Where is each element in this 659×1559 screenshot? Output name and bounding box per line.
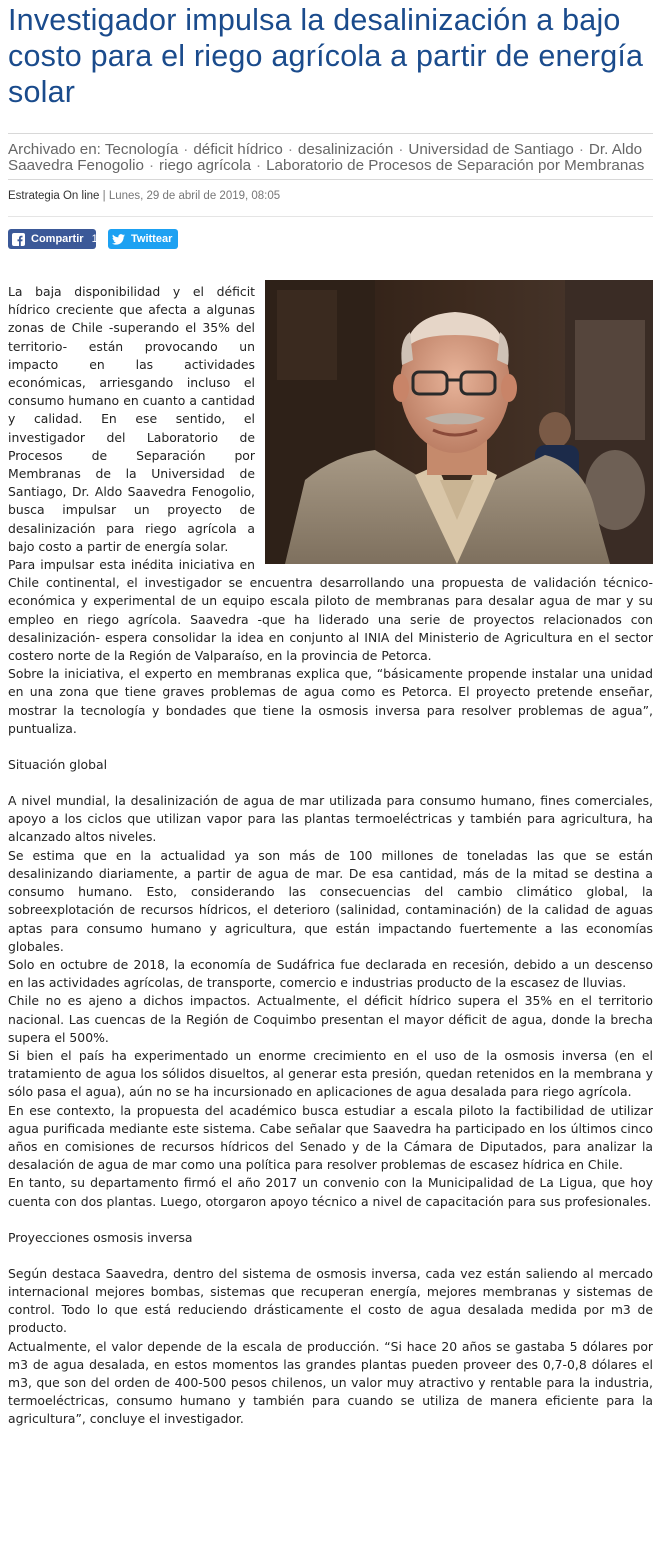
tag-link[interactable]: déficit hídrico bbox=[193, 141, 283, 158]
facebook-share-button[interactable] bbox=[8, 229, 96, 249]
article-paragraph: Solo en octubre de 2018, la economía de Sudáfrica fue declarada en recesión, debido a un descenso en las actividades agrícolas, de transporte, comercio e industrias producto de la escasez de lluvias. bbox=[8, 956, 653, 991]
twitter-bird-icon bbox=[112, 232, 125, 246]
tag-link[interactable]: desalinización bbox=[297, 141, 394, 158]
archive-tags: Archivado en: Tecnología · déficit hídrico · desalinización · Universidad de Santiago · Dr. Aldo Saavedra Fenogolio · riego agrícola · Laboratorio de Procesos de Separación por Membranas bbox=[8, 133, 653, 180]
tag-link[interactable]: riego agrícola bbox=[159, 156, 252, 174]
publish-date: Lunes, 29 de abril de 2019, 08:05 bbox=[108, 190, 281, 202]
tag-link[interactable]: Laboratorio de Procesos de Separación por Membranas bbox=[266, 156, 645, 174]
article-paragraph: Actualmente, el valor depende de la escala de producción. “Si hace 20 años se gastaba 5 dólares por m3 de agua desalada, en estos momentos las grandes plantas pueden proveer des 0,7-0,8 dólares el m3, que son del orden de 400-500 pesos chilenos, un valor muy atractivo y rentable para la industria, termoeléctricas, consumo humano y también para cuando se utiliza de manera eficiente para la agricultura”, concluye el investigador. bbox=[8, 1338, 653, 1427]
tag-link[interactable]: Dr. Aldo Saavedra Fenogolio bbox=[8, 141, 643, 174]
article-body bbox=[8, 283, 653, 1429]
article-paragraph: Chile no es ajeno a dichos impactos. Actualmente, el déficit hídrico supera el 35% en el territorio nacional. Las cuencas de la Región de Coquimbo presentan el mayor déficit de agua, donde la brecha supera el 500%. bbox=[8, 993, 653, 1045]
article-paragraph: Sobre la iniciativa, el experto en membranas explica que, “básicamente propende instalar una unidad en una zona que tiene graves problemas de agua como es Petorca. El proyecto pretende enseñar, mostrar la tecnología y bondades que tiene la osmosis inversa para resolver problemas de agua”, puntualiza. bbox=[8, 666, 653, 736]
article-header bbox=[8, 0, 653, 251]
archive-label: Archivado en: bbox=[8, 141, 101, 158]
section-heading: Proyecciones osmosis inversa bbox=[8, 1229, 193, 1245]
article-paragraph: En tanto, su departamento firmó el año 2017 un convenio con la Municipalidad de La Ligua, que hoy cuenta con dos plantas. Luego, otorgaron apoyo técnico a nivel de capacitación para sus profesionales. bbox=[8, 1175, 653, 1209]
article-paragraph: Si bien el país ha experimentado un enorme crecimiento en el uso de la osmosis inversa (en el tratamiento de agua los sólidos disueltos, al generar esta presión, quedan retenidos en la membrana y sólo pasa el agua), aún no se ha incursionado en aplicaciones de agua desalada para riego agrícola. bbox=[8, 1047, 653, 1100]
facebook-icon bbox=[12, 232, 25, 246]
facebook-share-count: 1 bbox=[91, 233, 98, 245]
article-paragraph: La baja disponibilidad y el déficit hídrico creciente que afecta a algunas zonas de Chile -superando el 35% del territorio- están provocando un impacto en las actividades económicas, arriesgando incluso el consumo humano en cuanto a cantidad y calidad. En ese sentido, el investigador del Laboratorio de Procesos de Separación por Membranas de la Universidad de Santiago, Dr. Aldo Saavedra Fenogolio, busca impulsar un proyecto de desalinización para riego agrícola a bajo costo a partir de energía solar. bbox=[8, 284, 255, 554]
source-name: Estrategia On line bbox=[8, 190, 100, 202]
article-paragraph: En ese contexto, la propuesta del académico busca estudiar a escala piloto la factibilidad de utilizar agua purificada mediante este sistema. Cabe señalar que Saavedra ha participado en los últimos cinco años en comisiones de recursos hídricos del Senado y de la Cámara de Diputados, para analizar la desalación de agua de mar como una política para resolver problemas de escasez hídrica en Chile. bbox=[8, 1102, 653, 1173]
portrait-photo-icon bbox=[265, 280, 653, 564]
tag-link[interactable]: Universidad de Santiago bbox=[408, 141, 574, 158]
article-paragraph: Se estima que en la actualidad ya son más de 100 millones de toneladas las que se están desalinizando diariamente, a partir de agua de mar. De esa cantidad, más de la mitad se destina a consumo humano. Esto, considerando las consecuencias del cambio climático global, la sobreexplotación de recursos hídricos, el deterioro (salinidad, contaminación) de la calidad de aguas aptas para consumo humano y agricultura, que están impactando fuertemente a las economías globales. bbox=[8, 847, 653, 954]
facebook-share-label: Compartir bbox=[31, 233, 84, 245]
article-photo bbox=[265, 280, 653, 564]
article-paragraph: Para impulsar esta inédita iniciativa en Chile continental, el investigador se encuentra desarrollando una propuesta de validación técnico-económica y experimental de un equipo escala piloto de membranas para desalar agua de mar y su empleo en riego agrícola. Saavedra -que ha liderado una serie de proyectos relacionados con desalinización- espera consolidar la idea en conjunto al INIA del Ministerio de Agricultura en el sector costero norte de la Región de Valparaíso, en la provincia de Petorca. bbox=[8, 557, 653, 664]
article-paragraph: A nivel mundial, la desalinización de agua de mar utilizada para consumo humano, fines comerciales, apoyo a los ciclos que utilizan vapor para las plantas termoeléctricas y también para agricultura, ha alcanzado altos niveles. bbox=[8, 793, 653, 845]
byline: Estrategia On line | Lunes, 29 de abril de 2019, 08:05 bbox=[8, 190, 653, 217]
twitter-share-button[interactable] bbox=[108, 229, 178, 249]
article-paragraph: Según destaca Saavedra, dentro del sistema de osmosis inversa, cada vez están saliendo al mercado internacional mejores bombas, sistemas que recuperan energía, mejores membranas y sistemas de control. Todo lo que está reduciendo drásticamente el costo de agua desalada medida por m3 de producto. bbox=[8, 1265, 653, 1336]
section-heading: Situación global bbox=[8, 757, 108, 773]
tag-link[interactable]: Tecnología bbox=[104, 141, 179, 158]
share-bar bbox=[8, 229, 653, 251]
article-title: Investigador impulsa la desalinización a bajo costo para el riego agrícola a partir de energía solar bbox=[8, 3, 644, 109]
twitter-share-label: Twittear bbox=[131, 233, 173, 245]
